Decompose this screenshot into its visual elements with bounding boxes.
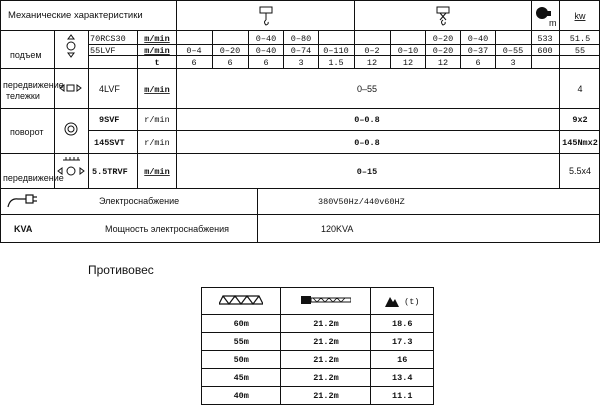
- jib-length: 50m: [202, 351, 281, 369]
- motor-unit: m: [549, 18, 557, 28]
- slewing-speed-2: 0–0.8: [354, 138, 380, 148]
- hoist-r1-c9: 0–40: [467, 34, 489, 44]
- slewing-kw-1: 9x2: [572, 115, 588, 125]
- hoist-r2-c8: 0–20: [432, 46, 454, 56]
- trolley-unit: m/min: [144, 85, 170, 95]
- hoist-unit-3: t: [154, 58, 160, 68]
- slewing-speed-1: 0–0.8: [354, 115, 380, 125]
- hoist-r1-c8: 0–20: [432, 34, 454, 44]
- hoist-r2-c5: 0–110: [323, 46, 349, 56]
- counter-jib-length: 21.2m: [281, 369, 371, 387]
- ballast-weight: 13.4: [371, 369, 434, 387]
- hoist-r3-c10: 3: [510, 58, 516, 68]
- counter-jib-icon: [301, 295, 351, 305]
- hoist-model-2: 55LVF: [90, 46, 116, 56]
- spec-title: Механические характеристики: [8, 10, 143, 21]
- counter-jib-length: 21.2m: [281, 387, 371, 405]
- hoist-r2-c10: 0–55: [502, 46, 524, 56]
- slewing-unit-2: r/min: [144, 138, 170, 148]
- hoist-r2-c4: 0–74: [290, 46, 312, 56]
- counterweight-row: [202, 369, 434, 387]
- hook-double-icon: [437, 7, 449, 25]
- hoist-r2-kw: 55: [574, 46, 586, 56]
- hoist-arrows-icon: [67, 35, 75, 57]
- hoist-r3-c3: 6: [263, 58, 269, 68]
- jib-length: 45m: [202, 369, 281, 387]
- ballast-weight: 17.3: [371, 333, 434, 351]
- trolley-label-1: передвижение: [3, 80, 64, 90]
- hoist-r3-c4: 3: [298, 58, 304, 68]
- hoist-r3-c6: 12: [366, 58, 378, 68]
- trolley-kw: 4: [577, 84, 583, 94]
- weight-header: [371, 288, 434, 315]
- hoist-r3-c5: 1.5: [328, 58, 344, 68]
- hoist-model-1: 70RCS30: [90, 34, 126, 44]
- hoist-r1-power: 533: [537, 34, 553, 44]
- travel-model: 5.5TRVF: [92, 167, 128, 177]
- hoist-r3-c8: 12: [437, 58, 449, 68]
- hoist-r2-c9: 0–37: [467, 46, 489, 56]
- weight-icon: [385, 296, 399, 307]
- slewing-unit-1: r/min: [144, 115, 170, 125]
- power-label: Электроснабжение: [99, 196, 180, 206]
- hoist-unit-2: m/min: [144, 46, 170, 56]
- power-value: 380V50Hz/440v60HZ: [318, 197, 405, 207]
- hook-single-icon: [260, 7, 272, 25]
- slewing-label: поворот: [10, 127, 44, 137]
- kva-value: 120KVA: [321, 224, 354, 234]
- jib-length: 40m: [202, 387, 281, 405]
- slewing-ring-icon: [65, 123, 77, 135]
- jib-header: [202, 288, 281, 315]
- travel-kw: 5.5x4: [568, 166, 592, 176]
- jib-icon: [219, 295, 263, 305]
- hoist-r3-c1: 6: [191, 58, 197, 68]
- hoist-r1-c3: 0–40: [255, 34, 277, 44]
- travel-label: передвижение: [3, 173, 64, 183]
- ballast-weight: 16: [371, 351, 434, 369]
- trolley-label-2: тележки: [6, 91, 40, 101]
- hoist-r3-c7: 12: [402, 58, 414, 68]
- rail-travel-icon: [58, 157, 84, 175]
- hoist-r2-c7: 0–10: [397, 46, 419, 56]
- travel-unit: m/min: [144, 167, 170, 177]
- kva-code: KVA: [14, 224, 33, 234]
- ballast-weight: 18.6: [371, 315, 434, 333]
- hoist-r2-c6: 0–2: [364, 46, 380, 56]
- hoist-r2-c1: 0–4: [186, 46, 202, 56]
- jib-length: 60m: [202, 315, 281, 333]
- hoist-label: подъем: [10, 50, 42, 60]
- hoist-unit-1: m/min: [144, 34, 170, 44]
- counterweight-row: [202, 333, 434, 351]
- ballast-weight: 11.1: [371, 387, 434, 405]
- hoist-r3-c9: 6: [475, 58, 481, 68]
- hoist-r1-c4: 0–80: [290, 34, 312, 44]
- trolley-model: 4LVF: [99, 84, 120, 94]
- trolley-speed: 0–55: [356, 84, 378, 94]
- counterweight-row: [202, 315, 434, 333]
- counter-jib-length: 21.2m: [281, 315, 371, 333]
- slewing-model-1: 9SVF: [99, 115, 120, 125]
- hoist-r2-c3: 0–40: [255, 46, 277, 56]
- counterweight-row: [202, 387, 434, 405]
- weight-unit: (t): [404, 296, 420, 307]
- power-plug-icon: [8, 195, 37, 207]
- hoist-r3-c2: 6: [227, 58, 233, 68]
- slewing-model-2: 145SVT: [94, 138, 125, 148]
- counter-jib-header: [281, 288, 371, 315]
- jib-length: 55m: [202, 333, 281, 351]
- hoist-r1-kw: 51.5: [569, 34, 591, 44]
- kva-label: Мощность электроснабжения: [105, 224, 230, 234]
- counter-jib-length: 21.2m: [281, 351, 371, 369]
- counterweight-row: [202, 351, 434, 369]
- counterweight-header-row: [202, 288, 434, 315]
- hoist-r2-power: 600: [537, 46, 553, 56]
- travel-speed: 0–15: [356, 167, 378, 177]
- slewing-kw-2: 145Nmx2: [562, 138, 598, 148]
- hoist-r2-c2: 0–20: [219, 46, 241, 56]
- counterweight-table: [201, 287, 434, 405]
- counter-jib-length: 21.2m: [281, 333, 371, 351]
- counterweight-title: Противовес: [88, 263, 154, 277]
- kw-header: kw: [574, 11, 586, 21]
